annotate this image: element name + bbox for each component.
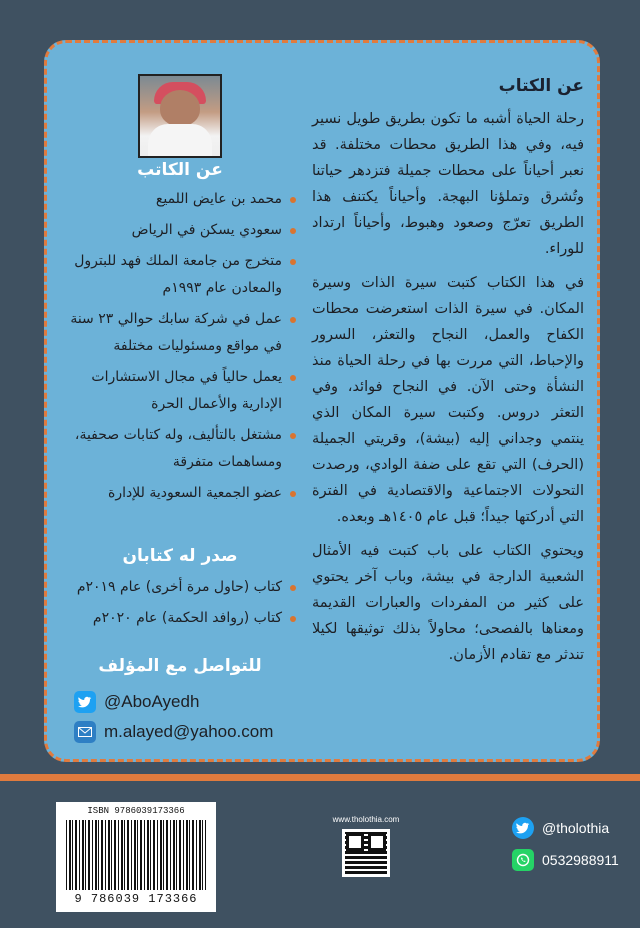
email-address[interactable]: m.alayed@yahoo.com xyxy=(104,722,274,741)
isbn-digits: 9 786039 173366 xyxy=(74,892,198,906)
isbn-barcode xyxy=(56,802,216,912)
twitter-icon xyxy=(512,817,534,839)
list-item: سعودي يسكن في الرياض xyxy=(62,217,298,244)
author-photo xyxy=(138,74,222,158)
isbn-label: ISBN 9786039173366 xyxy=(87,806,185,816)
author-twitter[interactable] xyxy=(74,690,199,714)
twitter-icon xyxy=(74,691,96,713)
list-item: متخرج من جامعة الملك فهد للبترول والمعادن عام ١٩٩٣م xyxy=(62,248,298,302)
about-book-paragraph: ويحتوي الكتاب على باب كتبت فيه الأمثال الشعبية الدارجة في بيشة، وباب آخر يحتوي على كثير من المفردات والعبارات القديمة ومعناها بالفصحى؛ محاولاً بذلك توثيقها لكيلا تندثر مع تقادم الأزمان. xyxy=(312,543,584,663)
about-book-paragraph: في هذا الكتاب كتبت سيرة الذات وسيرة المكان. في سيرة الذات استعرضت محطات الكفاح والعمل، النجاح والتعثر، السرور والإحباط، التي مررت بها في رحلة الحياة منذ النشأة وحتى الآن. في النجاح فوائد، وفي التعثر دروس. وكتبت سيرة المكان الذي ينتمي وجداني إليه (بيشة)، وقريتي الجميلة (الحرف) التي تقع على ضفة الوادي، ورصدت التحولات الاجتماعية والاقتصادية في الفترة التي أدركتها جيداً؛ قبل عام ١٤٠٥هـ وبعده. xyxy=(312,275,584,525)
qr-code xyxy=(342,829,390,877)
barcode-bars xyxy=(66,820,206,890)
whatsapp-icon xyxy=(512,849,534,871)
about-book-title: عن الكتاب xyxy=(498,76,584,96)
list-item: يعمل حالياً في مجال الاستشارات الإدارية والأعمال الحرة xyxy=(62,364,298,418)
about-author-title: عن الكاتب xyxy=(137,160,223,180)
about-book-section xyxy=(312,76,584,676)
about-book-paragraph: رحلة الحياة أشبه ما تكون بطريق طويل نسير فيه، وفي هذا الطريق محطات مختلفة. قد نعبر أحياناً على محطات جميلة فتزدهر حياتنا وتُشرق وتملؤنا البهجة. وأحياناً يكتنف هذا الطريق تعرّج وصعود وهبوط، وأحياناً ارتداد للوراء. xyxy=(312,111,584,257)
orange-divider xyxy=(0,774,640,781)
list-item: كتاب (حاول مرة أخرى) عام ٢٠١٩م xyxy=(62,574,298,601)
list-item: عمل في شركة سابك حوالي ٢٣ سنة في مواقع ومسئوليات مختلفة xyxy=(62,306,298,360)
author-email[interactable] xyxy=(74,720,273,744)
twitter-handle[interactable]: @AboAyedh xyxy=(104,692,200,711)
publisher-website[interactable]: www.tholothia.com xyxy=(332,815,400,824)
publisher-twitter[interactable] xyxy=(512,816,609,840)
publications-title: صدر له كتابان xyxy=(122,546,238,566)
contact-title: للتواصل مع المؤلف xyxy=(98,656,262,676)
publisher-twitter-handle[interactable]: @tholothia xyxy=(542,820,610,836)
list-item: مشتغل بالتأليف، وله كتابات صحفية، ومساهمات متفرقة xyxy=(62,422,298,476)
publisher-phone[interactable] xyxy=(512,848,619,872)
publications-list xyxy=(62,574,298,636)
list-item: كتاب (روافد الحكمة) عام ٢٠٢٠م xyxy=(62,605,298,632)
publisher-phone-number[interactable]: 0532988911 xyxy=(542,852,619,868)
list-item: عضو الجمعية السعودية للإدارة xyxy=(62,480,298,507)
about-author-list xyxy=(62,186,298,511)
list-item: محمد بن عايض اللميع xyxy=(62,186,298,213)
email-icon xyxy=(74,721,96,743)
